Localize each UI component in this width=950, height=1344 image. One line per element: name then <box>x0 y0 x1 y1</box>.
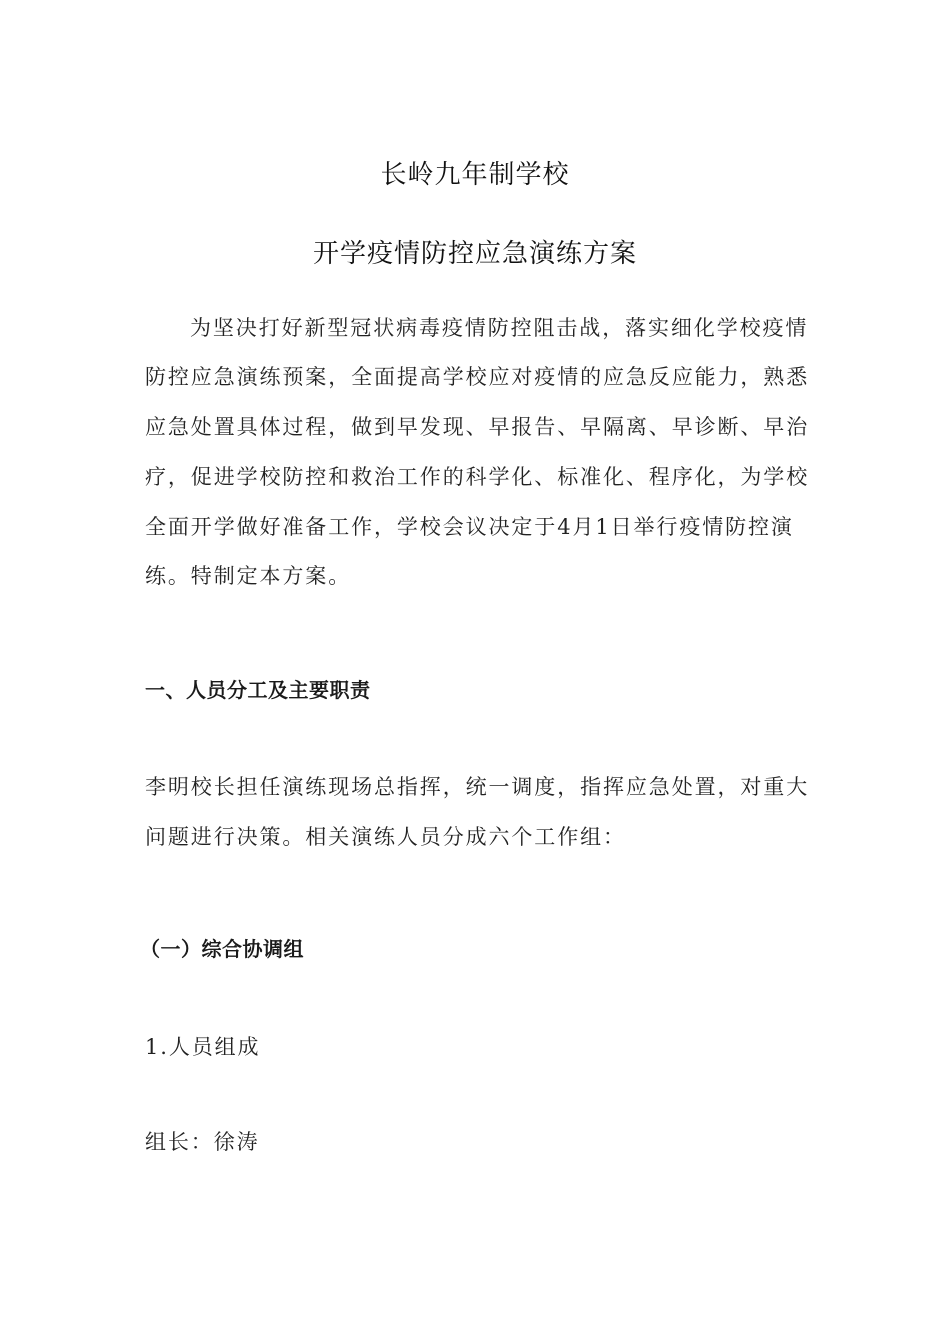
group-leader-line: 组长：徐涛 <box>145 1130 260 1154</box>
intro-line: 全面开学做好准备工作，学校会议决定于4月1日举行疫情防控演 <box>145 515 794 539</box>
intro-line: 疗，促进学校防控和救治工作的科学化、标准化、程序化，为学校 <box>145 465 810 489</box>
intro-line: 为坚决打好新型冠状病毒疫情防控阻击战，落实细化学校疫情 <box>190 316 809 340</box>
section-1-line: 李明校长担任演练现场总指挥，统一调度，指挥应急处置，对重大 <box>145 775 810 799</box>
section-heading-personnel: 一、人员分工及主要职责 <box>145 678 371 702</box>
item-personnel-composition: 1.人员组成 <box>145 1035 261 1059</box>
intro-line: 应急处置具体过程，做到早发现、早报告、早隔离、早诊断、早治 <box>145 415 810 439</box>
document-title-school: 长岭九年制学校 <box>380 160 570 190</box>
intro-line: 练。特制定本方案。 <box>145 564 352 588</box>
intro-line: 防控应急演练预案，全面提高学校应对疫情的应急反应能力，熟悉 <box>145 365 810 389</box>
document-title-plan: 开学疫情防控应急演练方案 <box>312 239 637 269</box>
section-1-line: 问题进行决策。相关演练人员分成六个工作组： <box>145 825 626 849</box>
subsection-heading-coordination: （一）综合协调组 <box>140 937 304 961</box>
